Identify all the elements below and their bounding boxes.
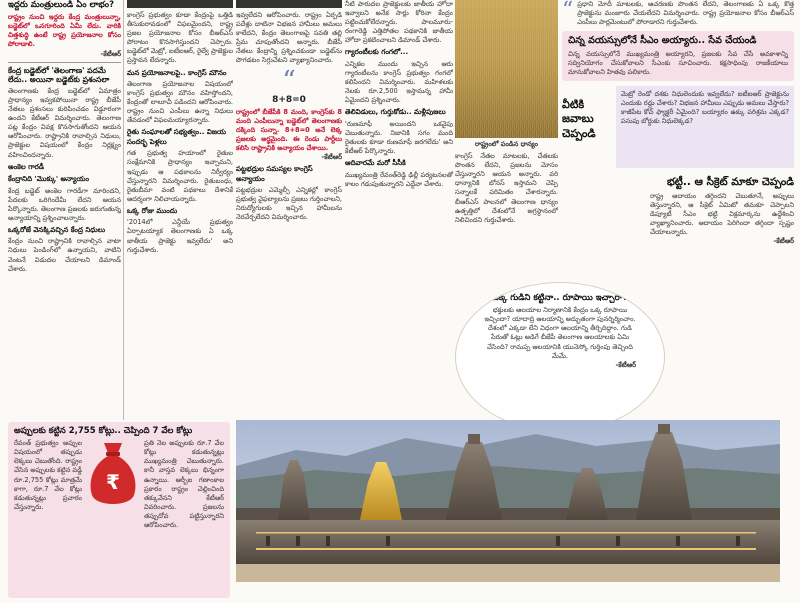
col2-subhead-2: రైతు సంఘాలతో సభ్యత్వం.. విజయ సందర్భ పెళ్లలు [127, 128, 226, 146]
quote-sign: -కేటీఆర్ [100, 49, 121, 58]
questions-box: మెట్రో రెండో దశకు నిధులెందుకు ఇవ్వలేదు? ఐటీఐఆర్ ప్రాజెక్టును ఎందుకు రద్దు చేశారు? విభజన హామీలు ఎప్పుడు అమలు చేస్తారు? కాజీపేట కోచ్ ఫ్యాక్టరీ ఏమైంది? బయ్యారం ఉక్కు పరిశ్రమ ఎక్కడ? పసుపు బోర్డుకు నిధులెక్కడ? [616, 86, 794, 168]
loan-right-text: ప్రతి నెల అప్పులకు రూ.7 వేల కోట్లు కడుతున్నట్లు ముఖ్యమంత్రి చెబుతున్నారు. కానీ వాస్తవ లెక్కలు భిన్నంగా ఉన్నాయి. ఆర్బీఐ గణాంకాల ప్రకారం రాష్ట్రం చెల్లించింది తక్కువేనని కేటీఆర్ వివరించారు. ప్రజలను తప్పుదోవ పట్టిస్తున్నారని ఆరోపించారు. [144, 439, 224, 530]
col4-para-4: ముఖ్యమంత్రి రేవంత్‌రెడ్డి ఢిల్లీ పర్యటనలతో కాలం గడుపుతున్నారని ఎద్దేవా చేశారు. [345, 170, 453, 188]
col4-para-1: నీటి పారుదల ప్రాజెక్టులకు జాతీయ హోదా ఇవ్వాలని అనేక సార్లు కోరినా కేంద్రం పట్టించుకోలేదన్నారు. పాలమూరు-రంగారెడ్డి ఎత్తిపోతల పథకానికి జాతీయ హోదా ప్రకటించాలని డిమాండ్ చేశారు. [345, 0, 453, 45]
col2-subhead-3: ఒక్క రోజు ముందు [127, 206, 178, 215]
subhead-1: అంకెల గారడీ [8, 162, 44, 171]
money-bag-icon [86, 439, 140, 511]
bhatti-text: రాష్ట్ర ఆదాయం తగ్గిందని చెబుతూనే, అప్పులు తెస్తున్నారని, ఆ సీక్రెట్ ఏమిటో తమకూ చెప్పాలని డిప్యూటీ సీఎం భట్టి విక్రమార్కను ఉద్దేశించి వ్యాఖ్యానించారు. ఆదాయం పెరిగిందా తగ్గిందా స్పష్టం చేయాలన్నారు. [650, 191, 794, 236]
temple-photo [236, 420, 780, 582]
red-pull-text: రాష్ట్రంలో బీజేపీకి 8 మంది, కాంగ్రెస్‌కు 8 మంది ఎంపీలున్నా బడ్జెట్‌లో తెలంగాణకు దక్కింది సున్నా. 8+8=0 అనే లెక్క ప్రజలకు అర్థమైంది. ఈ రెండు పార్టీలు కలిసి రాష్ట్రానికి అన్యాయం చేశాయి. [236, 107, 342, 153]
col2-subhead-1: మన ప్రయోజనాలపై.. కాంగ్రెస్ మౌనం [127, 68, 227, 77]
circle-text: భక్తులకు ఆలయాల నిర్మాణానికి కేంద్రం ఒక్క రూపాయి ఇచ్చిందా? యాదాద్రి ఆలయాన్ని అద్భుతంగా పునర్నిర్మించాం. దేశంలో ఎక్కడా లేని విధంగా ఆలయాన్ని తీర్చిదిద్దాం. గుడి పేరుతో ఓట్లు అడిగే బీజేపీ తెలంగాణ ఆలయాలకు ఏమి చేసింది? రామప్ప ఆలయానికి యునెస్కో గుర్తింపు తెచ్చింది మేమే. [484, 306, 636, 360]
col2-para-1: కాంగ్రెస్ ప్రభుత్వం కూడా కేంద్రంపై ఒత్తిడి తీసుకురావడంలో విఫలమైందని, రాష్ట్ర ప్రజల ప్రయోజనాల కోసం బీఆర్ఎస్ పోరాటం కొనసాగిస్తుందని చెప్పారు. బడ్జెట్‌లో మెట్రో, ఐటీఐఆర్, రైల్వే ప్రాజెక్టుల ప్రస్తావన లేదన్నారు. [127, 11, 233, 65]
quote-mark-icon: “ [282, 65, 296, 96]
para-3: కేంద్రం నుంచి రాష్ట్రానికి రావాల్సిన వాటా నిధులు పెండింగ్‌లో ఉన్నాయని, వాటిని వెంటనే విడుదల చేయాలని డిమాండ్ చేశారు. [8, 237, 121, 273]
col2-para-2: తెలంగాణ ప్రయోజనాల విషయంలో కాంగ్రెస్ ప్రభుత్వం మౌనం వహిస్తోందని, కేంద్రంతో లాలూచీ పడిందని ఆరోపించారు. రాష్ట్రం నుంచి ఎంపీలు ఉన్నా నిధులు తేవడంలో విఫలమయ్యారన్నారు. [127, 80, 233, 125]
loan-headline: అప్పులకు కట్టిన 2,755 కోట్లు.. చెప్పింది 7 వేల కోట్లు [14, 426, 193, 436]
col4-subhead-2: తెలివిడులు, గుర్తుకోడు.. మళ్లీపుజలు [345, 108, 446, 117]
pull-number: 8+8=0 [272, 94, 306, 105]
circle-callout [455, 282, 665, 432]
pink-headline: చిన్న వయస్సులోనే సీఎం అయ్యారు.. సేవ చేయండి [568, 35, 757, 47]
col3-para-2: పట్టభద్రుల ఎమ్మెల్సీ ఎన్నికల్లో కాంగ్రెస్ ప్రభుత్వ వైఫల్యాలను ప్రజలు గుర్తించాలని, నిరుద్యోగులకు ఇచ్చిన హామీలను నెరవేర్చలేదని విమర్శించారు. [236, 186, 342, 222]
headline-ministers: ఇద్దరు మంత్రులుండి ఏం లాభం? [8, 0, 115, 10]
col3-para-1: ఇవ్వలేదని ఆరోపించారు. రాష్ట్రం ఏర్పడి పదేళ్లు దాటినా విభజన హామీలు అమలు కాలేదని, కేంద్రం తెలంగాణపై సవతి తల్లి ప్రేమ చూపుతోందని అన్నారు. బీజేపీ నేతలు కేంద్రాన్ని ప్రశ్నించకుండా బడ్జెట్‌ను పొగడటం సిగ్గుచేటని వ్యాఖ్యానించారు. [236, 11, 342, 65]
subhead-2: ఒక్కరోజే వెనక్కివచ్చిన కేంద్ర నిధులు [8, 225, 105, 234]
column-2 [127, 0, 233, 420]
col4-subhead-1: గ్యారంటీలకు గంగలో... [345, 48, 409, 57]
para-2: కేంద్ర బడ్జెట్ అంకెల గారడీగా మారిందని, పేదలకు ఒరిగిందేమీ లేదని ఆయన పేర్కొన్నారు. తెలంగాణ ప్రజలకు జరుగుతున్న అన్యాయాన్ని ప్రశ్నించాలన్నారు. [8, 186, 121, 222]
col2-para-4: '2014లో ఎన్డీయే ప్రభుత్వం ఏర్పాటయ్యాక తెలంగాణకు ఏ ఒక్క జాతీయ ప్రాజెక్టు ఇవ్వలేదు' అని గుర్తుచేశారు. [127, 218, 233, 254]
circle-headline: ఒక్క గుడిని కట్టినా.. రూపాయి ఇచ్చారా? [492, 293, 628, 303]
bhatti-sign: -కేటీఆర్ [773, 237, 794, 246]
loan-left-text: రేవంత్ ప్రభుత్వం అప్పుల విషయంలో తప్పుడు లెక్కలు చెబుతోంది. రాష్ట్రం చేసిన అప్పులకు కట్టిన వడ్డీ రూ.2,755 కోట్లు మాత్రమే కాగా, రూ.7 వేల కోట్లు కడుతున్నట్లు ప్రచారం చేస్తున్నారు. [14, 439, 82, 511]
top-photo-strip-2 [236, 0, 342, 8]
photo-caption: రాష్ట్రంలో పండిన ధాన్యం [474, 140, 539, 148]
side-headline: వీటికి జవాబు చెప్పండి [562, 97, 596, 140]
loan-box [8, 422, 230, 598]
pink-box [562, 31, 794, 81]
red-quote: రాష్ట్రం నుంచి ఇద్దరు కేంద్ర మంత్రులున్నా, బడ్జెట్‌లో ఒనగూరింది ఏమీ లేదు. వారికి చిత్తశుద్ధి ఉంటే రాష్ట్ర ప్రయోజనాల కోసం పోరాడాలి. [8, 13, 121, 49]
column-3 [236, 0, 342, 420]
subhead-1b: కేంద్రానిది 'మొక్కు' అన్యాయం [8, 175, 90, 184]
col4-para-3: 'రుణమాఫీ అయిందని ఒకవైపు చెబుతున్నారు. నిజానికి సగం మంది రైతులకు కూడా రుణమాఫీ జరగలేదు' అని కేటీఆర్ పేర్కొన్నారు. [345, 119, 453, 156]
col4-para-2: ఎన్నికల ముందు ఇచ్చిన ఆరు గ్యారంటీలను కాంగ్రెస్ ప్రభుత్వం గంగలో కలిపిందని విమర్శించారు. మహిళలకు నెలకు రూ.2,500 ఇస్తామన్న హామీ ఏమైందని ప్రశ్నించారు. [345, 59, 453, 105]
col6-quote: ప్రధాని మోదీ మాటలకు, ఆచరణకు పొంతన లేదని, తెలంగాణకు ఏ ఒక్క కొత్త ప్రాజెక్టును మంజూరు చేయలేదని విమర్శించారు. రాష్ట్ర ప్రయోజనాల కోసం బీఆర్ఎస్ ఎంపీలు పార్లమెంటులో పోరాడారని గుర్తుచేశారు. [577, 0, 794, 27]
paddy-photo [455, 0, 558, 138]
bhatti-headline: భట్టీ.. ఆ సీక్రెట్ మాకూ చెప్పండి [666, 175, 794, 188]
quote-mark-icon-2: “ [562, 0, 574, 23]
col3-subhead-1: పట్టభద్రుల సమస్యల కాంగ్రెస్ అన్యాయం [236, 165, 313, 183]
rupee-symbol: ₹ [106, 470, 120, 495]
headline-telangana-word: కేంద్ర బడ్జెట్‌లో 'తెలంగాణ' పదమే లేదు.. అయినా బడ్జెట్‌కు ప్రశంసలా [8, 65, 110, 84]
col4-subhead-3: ఆదివారమే మరో సీసీకి [345, 159, 406, 168]
col2-para-3: గత ప్రభుత్వ హయాంలో రైతుల సంక్షేమానికి ప్రాధాన్యం ఇచ్చామని, ఇప్పుడు ఆ పథకాలను నిర్వీర్యం చేస్తున్నారని విమర్శించారు. రైతుబంధు, రైతుబీమా వంటి పథకాలు దేశానికే ఆదర్శంగా నిలిచాయన్నారు. [127, 149, 233, 203]
pink-text: చిన్న వయస్సులోనే ముఖ్యమంత్రి అయ్యారని, ప్రజలకు సేవ చేసే అవకాశాన్ని సద్వినియోగం చేసుకోవాలని సీఎంకు సూచించారు. కక్షసాధింపు రాజకీయాలు మానుకోవాలని హితవు పలికారు. [568, 49, 788, 76]
top-photo-strip [127, 0, 233, 8]
column-4 [345, 0, 453, 420]
col5-para-1: కాంగ్రెస్ నేతల మాటలకు, చేతలకు పొంతన లేదని, ప్రజలను మోసం చేస్తున్నారని ఆయన అన్నారు. వరి ధాన్యానికి బోనస్ ఇస్తామని చెప్పి సన్నాలకే పరిమితం చేశారన్నారు. బీఆర్ఎస్ పాలనలో తెలంగాణ ధాన్యం ఉత్పత్తిలో దేశంలోనే అగ్రస్థానంలో నిలిచిందని గుర్తుచేశారు. [455, 152, 558, 224]
red-pull-sign: -కేటీఆర్ [321, 153, 342, 162]
column-1 [8, 0, 121, 420]
para-1: తెలంగాణకు కేంద్ర బడ్జెట్‌లో ఏమాత్రం ప్రాధాన్యం ఇవ్వకపోయినా రాష్ట్ర బీజేపీ నేతలు ప్రశంసలు కురిపించడం విడ్డూరంగా ఉందని కేటీఆర్ విమర్శించారు. తెలంగాణ పట్ల కేంద్రం వివక్ష కొనసాగుతోందని ఆయన ఆరోపించారు. రాష్ట్రానికి రావాల్సిన నిధులు, ప్రాజెక్టుల విషయంలో కేంద్రం నిర్లక్ష్యం వహించిందన్నారు. [8, 86, 121, 159]
circle-sign: -కేటీఆర్ [615, 360, 636, 369]
